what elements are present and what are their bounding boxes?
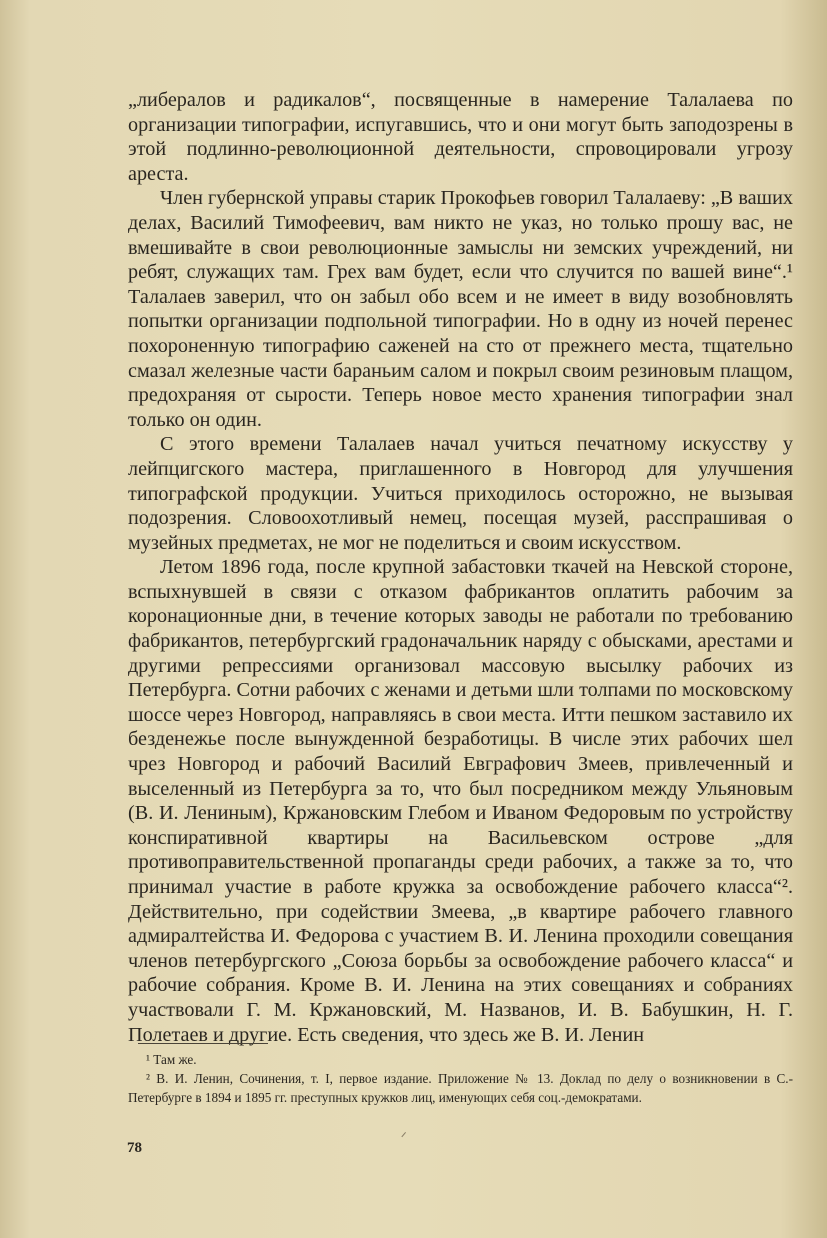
pencil-mark <box>401 1132 410 1141</box>
footnotes <box>128 1050 793 1107</box>
footnote-2: ² В. И. Ленин, Сочинения, т. I, первое издание. Приложение № 13. Доклад по делу о возникновении в С.-Петербурге в 1894 и 1895 гг. преступных кружков лиц, именующих себя соц.-демократами. <box>128 1071 793 1105</box>
footnote-1: ¹ Там же. <box>146 1052 197 1067</box>
page-number: 78 <box>127 1140 142 1156</box>
paragraph-3: С этого времени Талалаев начал учиться печатному искусству у лейпцигского мастера, приглашенного в Новгород для улучшения типографской продукции. Учиться приходилось осторожно, не вызывая подозрения. Словоохотливый немец, посещая музей, расспрашивая о музейных предметах, не мог не поделиться и своим искусством. <box>128 433 793 554</box>
paragraph-4: Летом 1896 года, после крупной забастовки ткачей на Невской стороне, вспыхнувшей в связи с отказом фабрикантов оплатить рабочим за коронационные дни, в течение которых заводы не работали по требованию фабрикантов, петербургский градоначальник наряду с обысками, арестами и другими репрессиями организовал массовую высылку рабочих из Петербурга. Сотни рабочих с женами и детьми шли толпами по московскому шоссе через Новгород, направляясь в свои места. Итти пешком заставило их безденежье после вынужденной безработицы. В числе этих рабочих шел чрез Новгород и рабочий Василий Евграфович Змеев, привлеченный и выселенный из Петербурга за то, что был посредником между Ульяновым (В. И. Лениным), Кржановским Глебом и Иваном Федоровым по устройству конспиративной квартиры на Васильевском острове „для противоправительственной пропаганды среди рабочих, а также за то, что принимал участие в работе кружка за освобождение рабочего класса“². Действительно, при содействии Змеева, „в квартире рабочего главного адмиралтейства И. Федорова с участием В. И. Ленина проходили совещания членов петербургского „Союза борьбы за освобождение рабочего класса“ и рабочие собрания. Кроме В. И. Ленина на этих совещаниях и собраниях участвовали Г. М. Кржановский, М. Названов, И. В. Бабушкин, Н. Г. Полетаев и другие. Есть сведения, что здесь же В. И. Ленин <box>128 556 793 1046</box>
paragraph-1: „либералов и радикалов“, посвященные в намерение Талалаева по организации типографии, испугавшись, что и они могут быть заподозрены в этой подлинно-революционной деятельности, спровоцировали угрозу ареста. <box>128 89 793 185</box>
main-text <box>128 88 793 1047</box>
footnote-divider <box>138 1043 268 1044</box>
paragraph-2: Член губернской управы старик Прокофьев говорил Талалаеву: „В ваших делах, Василий Тимофеевич, вам никто не указ, но только прошу вас, не вмешивайте в свои революционные замыслы ни земских учреждений, ни ребят, служащих там. Грех вам будет, если что случится по вашей вине“.¹ Талалаев заверил, что он забыл обо всем и не имеет в виду возобновлять попытки организации подпольной типографии. Но в одну из ночей перенес похороненную типографию саженей на сто от прежнего места, тщательно смазал железные части бараньим салом и покрыл своим резиновым плащом, предохраняя от сырости. Теперь новое место хранения типографии знал только он один. <box>128 187 793 431</box>
